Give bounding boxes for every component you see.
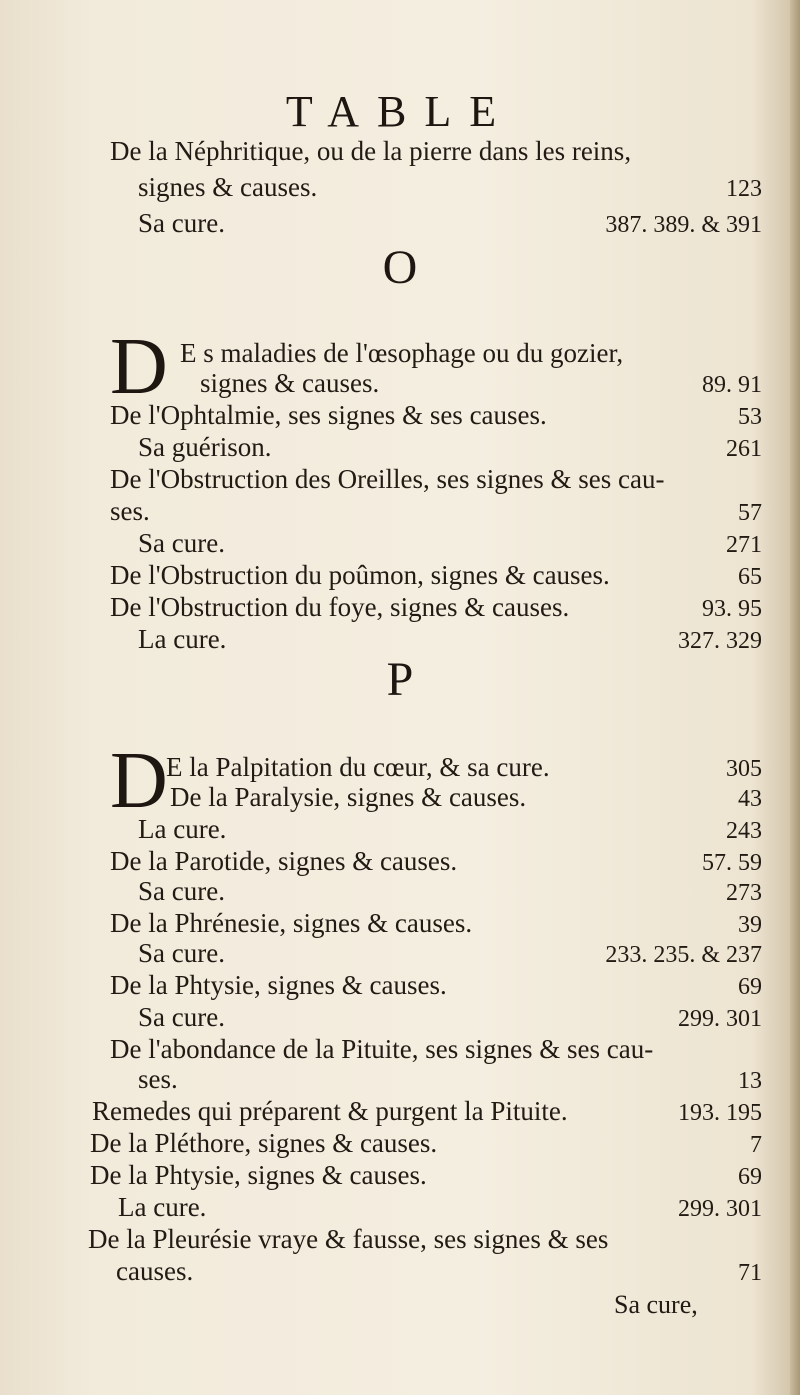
entry-line: De la Phtysie, signes & causes. 69: [90, 1160, 762, 1190]
entry-line: De l'Obstruction des Oreilles, ses signes & ses cau-: [110, 464, 665, 494]
section-letter-p: P: [386, 653, 414, 706]
entry-line: De l'Ophtalmie, ses signes & ses causes. 53: [110, 400, 762, 430]
entry-line: Sa guérison. 261: [138, 432, 762, 462]
section-letter-o: O: [382, 241, 418, 294]
entry-line: Sa cure. 233. 235. & 237: [138, 938, 762, 968]
catchword: Sa cure,: [614, 1290, 698, 1319]
entry-line: De la Phtysie, signes & causes. 69: [110, 970, 762, 1000]
drop-cap: D: [110, 737, 168, 825]
entry-line: De la Néphritique, ou de la pierre dans les reins,: [110, 136, 632, 166]
entry-line: De l'abondance de la Pituite, ses signes & ses cau-: [110, 1034, 654, 1064]
entry-line: De l'Obstruction du poûmon, signes & causes. 65: [110, 560, 762, 590]
entry-line: De l'Obstruction du foye, signes & causes. 93. 95: [110, 592, 762, 622]
running-head: TABLE: [285, 87, 515, 136]
entry-line: De la Pléthore, signes & causes. 7: [90, 1128, 762, 1158]
entry-line: causes. 71: [116, 1256, 762, 1286]
entry-line: signes & causes. 89. 91: [200, 368, 762, 398]
drop-cap: D: [110, 323, 168, 411]
entry-line: De la Phrénesie, signes & causes. 39: [110, 908, 762, 938]
entry-line: E la Palpitation du cœur, & sa cure. 305: [166, 752, 762, 782]
entry-line: ses. 13: [138, 1064, 762, 1094]
entry-line: De la Paralysie, signes & causes. 43: [170, 782, 762, 812]
entry-line: Sa cure. 387. 389. & 391: [138, 208, 762, 238]
entry-line: Remedes qui préparent & purgent la Pituite. 193. 195: [92, 1096, 762, 1126]
entry-line: signes & causes. 123: [138, 172, 762, 202]
entry-line: La cure. 299. 301: [118, 1192, 762, 1222]
entry-line: La cure. 243: [138, 814, 762, 844]
entry-line: De la Pleurésie vraye & fausse, ses signes & ses: [88, 1224, 609, 1254]
entry-line: Sa cure. 271: [138, 528, 762, 558]
entry-line: Sa cure. 273: [138, 876, 762, 906]
entry-line: De la Parotide, signes & causes. 57. 59: [110, 846, 762, 876]
entry-line: La cure. 327. 329: [138, 624, 762, 654]
entry-line: E s maladies de l'œsophage ou du gozier,: [180, 338, 624, 368]
entry-line: ses. 57: [110, 496, 762, 526]
entry-line: Sa cure. 299. 301: [138, 1002, 762, 1032]
